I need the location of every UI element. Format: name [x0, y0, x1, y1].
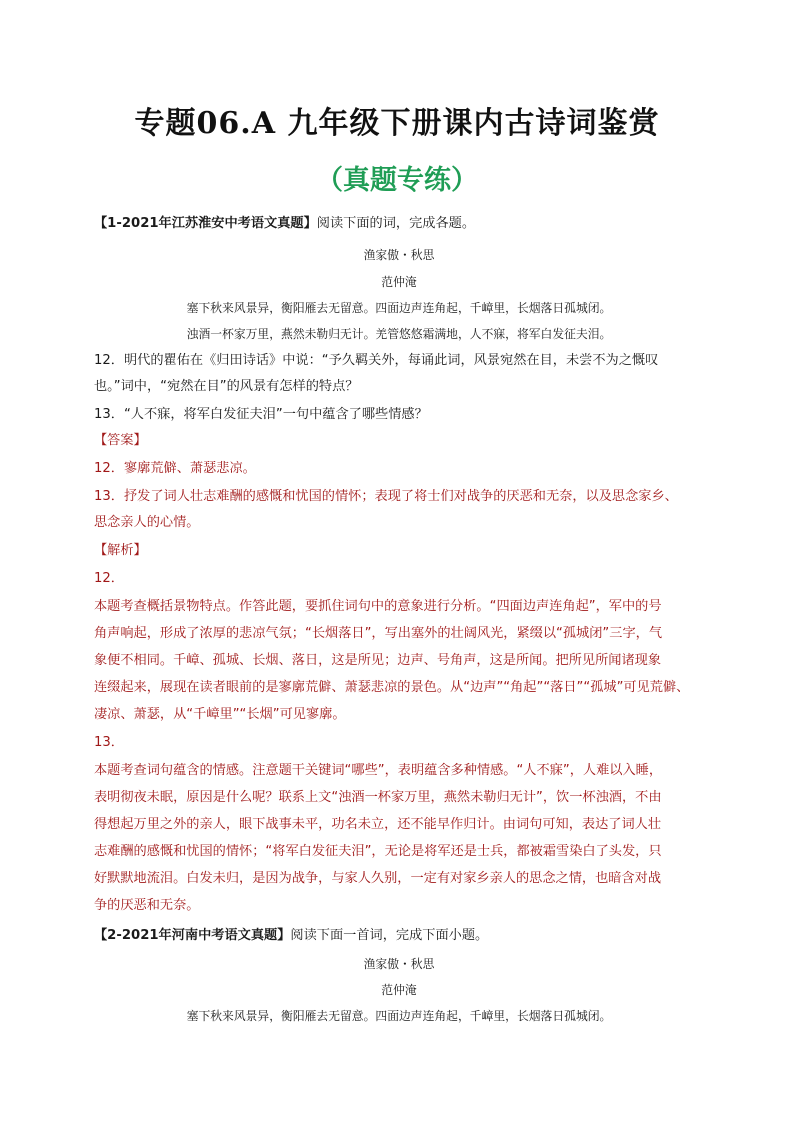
analysis-number: 12．	[94, 571, 124, 586]
answer-label: 【答案】	[94, 433, 147, 448]
poem-line: 浊酒一杯家万里，燕然未勒归无计。羌管悠悠霜满地，人不寐，将军白发征夫泪。	[186, 327, 612, 341]
question-instruction: 阅读下面的词，完成各题。	[316, 216, 476, 231]
analysis-line: 角声响起，形成了浓厚的悲凉气氛；“长烟落日”，写出塞外的壮阔风光，紧缀以“孤城闭”三字，气	[94, 626, 663, 641]
analysis-line: 得想起万里之外的亲人，眼下战事未平，功名未立，还不能早作归计。由词句可知，表达了词人壮	[94, 817, 662, 832]
analysis-line: 争的厌恶和无奈。	[94, 898, 200, 913]
question-source: 【2-2021年河南中考语文真题】	[94, 928, 291, 943]
analysis-line: 表明彻夜未眠，原因是什么呢？联系上文“浊酒一杯家万里，燕然未勒归无计”，饮一杯浊酒，不由	[94, 790, 662, 805]
question-text: 12．明代的瞿佑在《归田诗话》中说：“予久羁关外，每诵此词，风景宛然在目，未尝不为之慨叹	[94, 353, 659, 368]
question-text: 13．“人不寐，将军白发征夫泪”一句中蕴含了哪些情感？	[94, 407, 428, 422]
analysis-line: 象便不相同。千嶂、孤城、长烟、落日，这是所见；边声、号角声，这是所闻。把所见所闻诸现象	[94, 653, 662, 668]
answer-text: 13．抒发了词人壮志难酬的感慨和忧国的情怀；表现了将士们对战争的厌恶和无奈，以及思念家乡、	[94, 489, 678, 504]
question-text: 也。”词中，“宛然在目”的风景有怎样的特点？	[94, 379, 359, 394]
answer-text: 思念亲人的心情。	[94, 515, 200, 530]
analysis-label: 【解析】	[94, 543, 147, 558]
analysis-line: 本题考查词句蕴含的情感。注意题干关键词“哪些”，表明蕴含多种情感。“人不寐”，人难以入睡，	[94, 763, 663, 778]
question-header	[94, 214, 704, 234]
poem-line: 塞下秋来风景异，衡阳雁去无留意。四面边声连角起，千嶂里，长烟落日孤城闭。	[186, 301, 612, 315]
analysis-line: 本题考查概括景物特点。作答此题，要抓住词句中的意象进行分析。“四面边声连角起”，军中的号	[94, 599, 662, 614]
analysis-number: 13．	[94, 735, 124, 750]
poem-line: 塞下秋来风景异，衡阳雁去无留意。四面边声连角起，千嶂里，长烟落日孤城闭。	[186, 1009, 612, 1023]
analysis-line: 凄凉、萧瑟，从“千嶂里”“长烟”可见寥廓。	[94, 707, 346, 722]
analysis-line: 好默默地流泪。白发未归，是因为战争，与家人久别，一定有对家乡亲人的思念之情，也暗含对战	[94, 871, 662, 886]
answer-text: 12．寥廓荒僻、萧瑟悲凉。	[94, 461, 256, 476]
question-source: 【1-2021年江苏淮安中考语文真题】	[94, 216, 317, 231]
page-title: 专题06.A 九年级下册课内古诗词鉴赏	[134, 106, 660, 141]
poem-author: 范仲淹	[381, 983, 417, 997]
question-header	[94, 926, 704, 946]
question-instruction: 阅读下面一首词，完成下面小题。	[290, 928, 489, 943]
poem-author: 范仲淹	[381, 275, 417, 289]
analysis-line: 志难酬的感慨和忧国的情怀；“将军白发征夫泪”，无论是将军还是士兵，都被霜雪染白了头发，只	[94, 844, 662, 859]
poem-title: 渔家傲・秋思	[363, 957, 435, 971]
analysis-line: 连缀起来，展现在读者眼前的是寥廓荒僻、萧瑟悲凉的景色。从“边声”“角起”“落日”“孤城”可见荒僻、	[94, 680, 690, 695]
page-subtitle: （真题专练）	[316, 165, 478, 196]
poem-title: 渔家傲・秋思	[363, 248, 435, 262]
